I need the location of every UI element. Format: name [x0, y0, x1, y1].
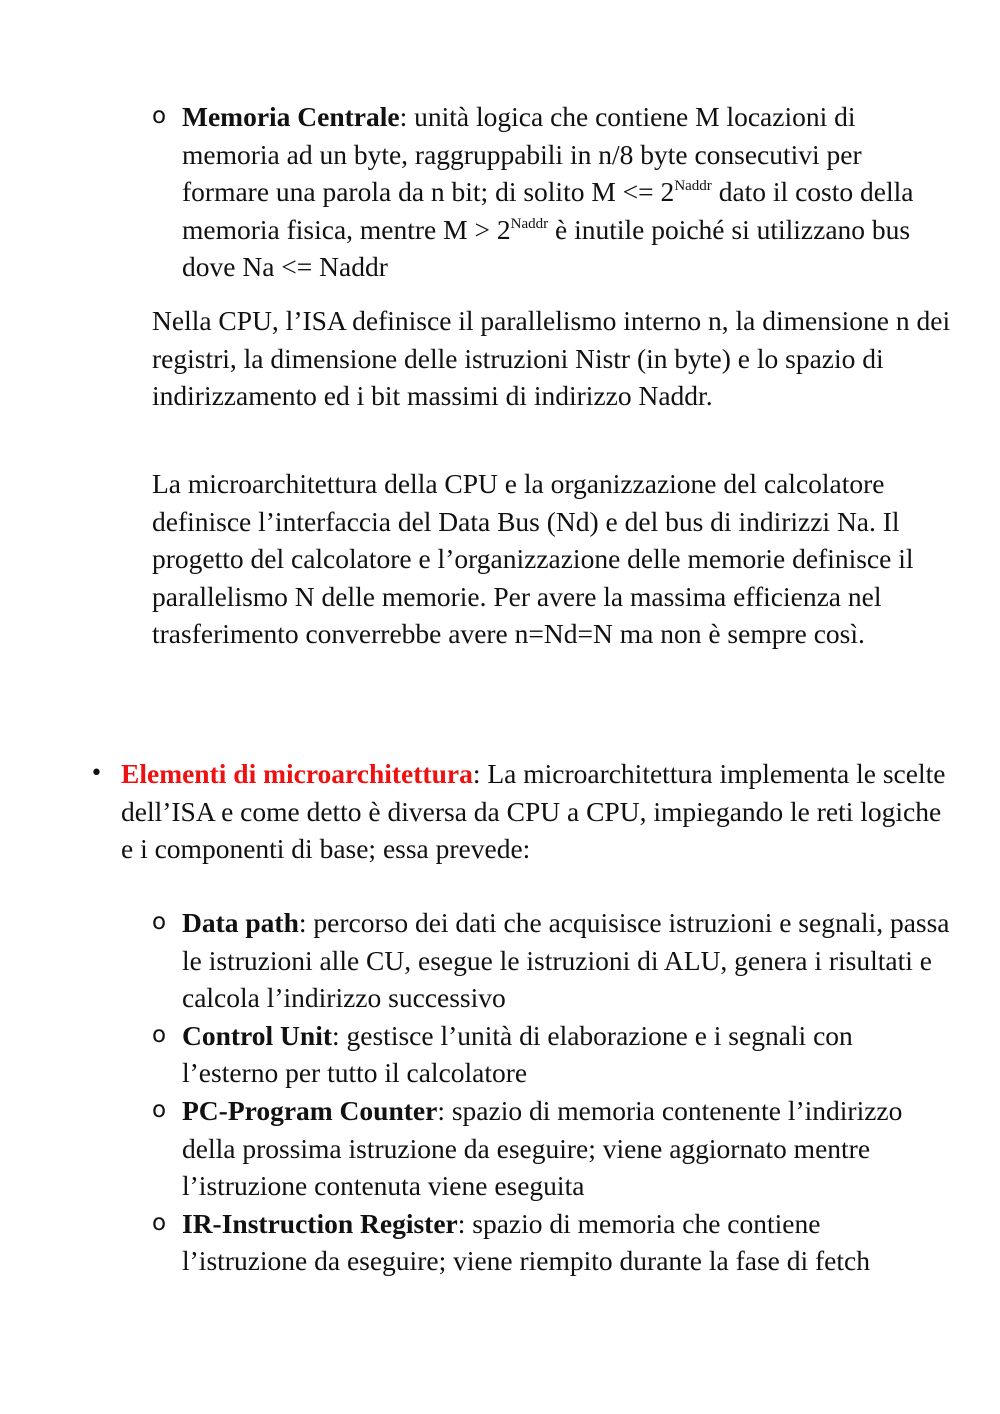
sub-item-instruction-register [152, 1205, 952, 1280]
data-path-description: : percorso dei dati che acquisisce istruzioni e segnali, passa le istruzioni alle CU, esegue le istruzioni di ALU, genera i risultati e calcola l’indirizzo successivo [182, 907, 950, 1014]
sub-item-control-unit [152, 1017, 952, 1092]
program-counter-description: : spazio di memoria contenente l’indirizzo della prossima istruzione da eseguire; viene aggiornato mentre l’istruzione contenuta viene eseguita [182, 1094, 903, 1202]
hollow-bullet-icon: o [152, 103, 167, 129]
microarchitecture-sublist [152, 904, 952, 1280]
paragraph-microarchitecture: La microarchitettura della CPU e la organizzazione del calcolatore definisce l’interfaccia del Data Bus (Nd) e del bus di indirizzi Na. Il progetto del calcolatore e l’organizzazione delle memorie definisce il parallelismo N delle memorie. Per avere la massima efficienza nel trasferimento converrebbe avere n=Nd=N ma non è sempre così. [152, 468, 914, 650]
main-bullet-elementi [90, 755, 950, 868]
superscript-naddr-2: Naddr [510, 215, 549, 232]
memoria-text-part-1: : unità logica che contiene M locazioni di memoria ad un byte, raggruppabili in n/8 byte consecutivi per formare una parola da n bit; di solito M <= 2 [182, 101, 862, 208]
term-program-counter: PC-Program Counter [182, 1094, 438, 1126]
term-control-unit: Control Unit [182, 1019, 332, 1051]
term-data-path: Data path [182, 907, 299, 938]
paragraph-isa: Nella CPU, l’ISA definisce il parallelismo interno n, la dimensione n dei registri, la dimensione delle istruzioni Nistr (in byte) e lo spazio di indirizzamento ed i bit massimi di indirizzo Naddr. [152, 305, 951, 412]
memoria-text-part-3: è inutile poiché si utilizzano bus dove Na <= Naddr [182, 213, 911, 283]
main-bullet-text: : La microarchitettura implementa le scelte dell’ISA e come detto è diversa da CPU a CPU, impiegando le reti logiche e i componenti di base; essa prevede: [121, 758, 946, 865]
hollow-bullet-icon: o [152, 909, 167, 935]
term-memoria-centrale: Memoria Centrale [182, 101, 400, 132]
hollow-bullet-icon: o [152, 1209, 167, 1236]
sub-item-program-counter [152, 1092, 952, 1205]
hollow-bullet-icon: o [152, 1021, 167, 1048]
main-bullet-title: Elementi di microarchitettura [121, 758, 473, 789]
hollow-bullet-icon: o [152, 1096, 167, 1123]
main-bullet-content [121, 755, 950, 868]
superscript-naddr-1: Naddr [674, 178, 712, 195]
instruction-register-description: : spazio di memoria che contiene l’istruzione da eseguire; viene riempito durante la fase di fetch [182, 1207, 870, 1277]
sub-item-data-path [152, 904, 952, 1017]
term-instruction-register: IR-Instruction Register [182, 1207, 458, 1239]
memory-sublist [152, 98, 952, 286]
memoria-item-text [182, 101, 913, 282]
sub-item-memoria-centrale [152, 98, 952, 286]
memoria-text-part-2: dato il costo della memoria fisica, mentre M > 2 [182, 176, 914, 245]
bullet-icon: • [90, 761, 103, 786]
control-unit-description: : gestisce l’unità di elaborazione e i segnali con l’esterno per tutto il calcolatore [182, 1019, 853, 1089]
